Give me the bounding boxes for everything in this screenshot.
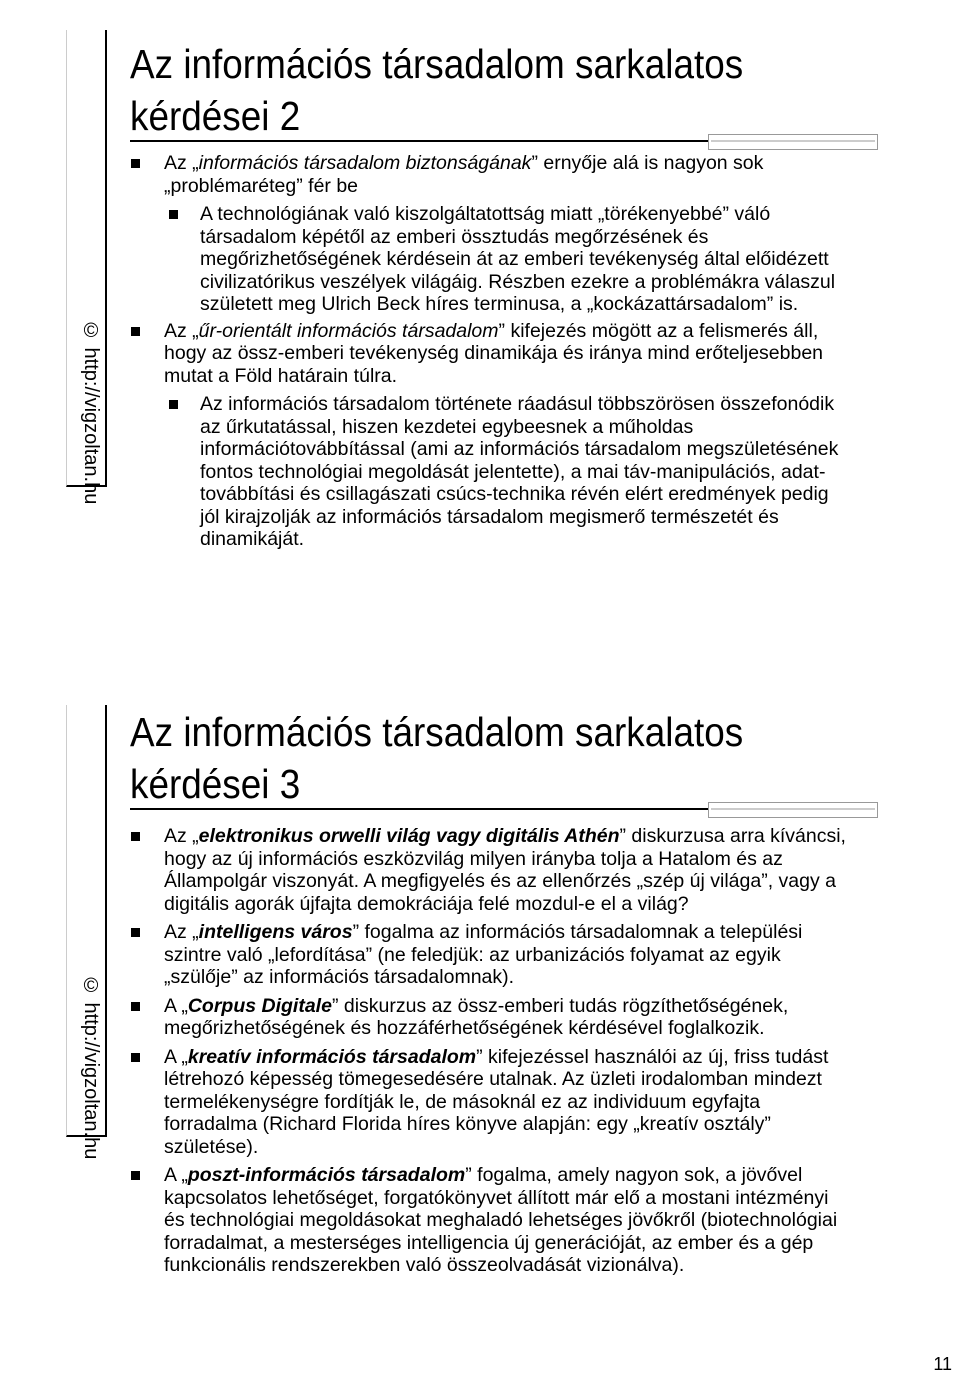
page-number: 11 [933,1354,952,1374]
emphasized-term: Corpus Digitale [187,994,332,1017]
bullet-text: ” fogalma, amely nagyon sok, a jövővel kapcsolatos lehetőséget, forgatókönyvet állított már elő a mostani intézményi és technológiai megoldásokat meghaladó lehetséges jövőkről (biotechnológiai forradalmat, a mesterséges intelligencia új generációját, az ember és a gép funkcionális rendszerekben való összeolvadását vizionálva). [164,1164,838,1276]
emphasized-term: információs társadalom biztonságának [198,152,532,174]
slide-1-title [130,38,743,142]
slide-2-title-line2: kérdései 3 [130,761,301,807]
square-bullet-icon [131,928,140,937]
bullet-text: ” diskurzusa arra kíváncsi, hogy az új információs eszközvilág milyen irányba tolja a Hatalom és az Állampolgár viszonyát. A megfigyelés és az ellenőrzés „szép új világa”, vagy a digitális agorák újfajta demokráciája felé mozdul-e el a világ? [164,825,846,915]
emphasized-term: kreatív információs társadalom [187,1045,477,1068]
bullet-text: ” kifejezés mögött az a felismerés áll, hogy az össz-emberi tevékenység dinamikája és iránya mind erőteljesebben mutat a Föld határain túlra. [164,319,824,387]
square-bullet-icon [131,1053,140,1062]
bullet-item [130,203,850,316]
bullet-text: A „ [164,994,188,1017]
emphasized-term: elektronikus orwelli világ vagy digitális Athén [198,825,620,847]
bullet-item [130,1164,850,1277]
bullet-item [130,320,850,388]
slide-1 [0,30,960,670]
slide-1-content [130,152,850,555]
bullet-text: A „ [164,1164,188,1186]
square-bullet-icon [131,1171,140,1180]
bullet-text: Az információs társadalom története ráadásul többszörösen összefonódik az űrkutatással, hiszen kezdetei egybeesnek a műholdas információtovábbítással (ami az információs társadalom megszületésének fontos technológiai megoldását jelentette), a mai táv-manipulációs, adat-továbbítási és csillagászati csúcs-technika révén elért eredmények pedig jól kirajzolják az információs társadalom megismerő természetét és dinamikáját. [200,393,839,550]
slide-1-rule-ornament [708,134,878,150]
bullet-text: ” fogalma az információs társadalomnak a települési szintre való „lefordítása” (ne feledjük: az urbanizációs folyamat az egyik „szülője” az információs társadalomnak). [164,921,803,988]
bullet-text: ” ernyője alá is nagyon sok „problémaréteg” fér be [164,152,764,197]
slide-1-copyright-label: © http://vigzoltan.hu [80,320,102,505]
bullet-item [130,1046,850,1159]
square-bullet-icon [131,327,140,336]
emphasized-term: intelligens város [198,921,353,943]
bullet-text: ” kifejezéssel használói az új, friss tudást létrehozó képesség tömegesedésére utalnak. Az üzleti irodalomban mindezt termelékenységre fordítják le, de másoknál ez az individuum egyfajta forradalma (Richard Florida híres könyve alapján: egy „kreatív osztály” születése). [164,1045,829,1158]
square-bullet-icon [169,210,178,219]
bullet-item [130,921,850,989]
bullet-text: ” diskurzus az össz-emberi tudás rögzíthetőségének, megőrizhetőségének és hozzáférhetőségének kérdésével foglalkozik. [164,994,789,1039]
square-bullet-icon [131,159,140,168]
bullet-text: Az „ [164,152,199,174]
square-bullet-icon [131,832,140,841]
square-bullet-icon [169,400,178,409]
slide-1-title-line2: kérdései 2 [130,93,301,139]
bullet-item [130,995,850,1040]
emphasized-term: űr-orientált információs társadalom [198,319,499,342]
bullet-text: A technológiának való kiszolgáltatottság miatt „törékenyebbé” váló társadalom képétől az emberi össztudás megőrzésének és megőrizhetőségének kérdésein át az emberi tevékenység által előidézett civilizatórikus veszélyek világáig. Részben ezekre a problémákra válaszul született meg Ulrich Beck híres terminusa, a „kockázattársadalom” is. [200,203,836,315]
bullet-text: A „ [164,1045,188,1068]
bullet-item [130,152,850,197]
slide-2-title [130,706,743,810]
bullet-text: Az „ [164,825,199,847]
slide-1-title-line1: Az információs társadalom sarkalatos [130,41,744,87]
slide-2-copyright-label: © http://vigzoltan.hu [80,975,102,1160]
emphasized-term: poszt-információs társadalom [187,1164,466,1186]
slide-2-title-line1: Az információs társadalom sarkalatos [130,709,744,755]
square-bullet-icon [131,1002,140,1011]
bullet-item [130,825,850,915]
bullet-item [130,393,850,551]
slide-2-rule-ornament [708,802,878,818]
bullet-text: Az „ [164,319,199,342]
slide-2 [0,680,960,1320]
slide-2-content [130,825,850,1283]
bullet-text: Az „ [164,921,199,943]
